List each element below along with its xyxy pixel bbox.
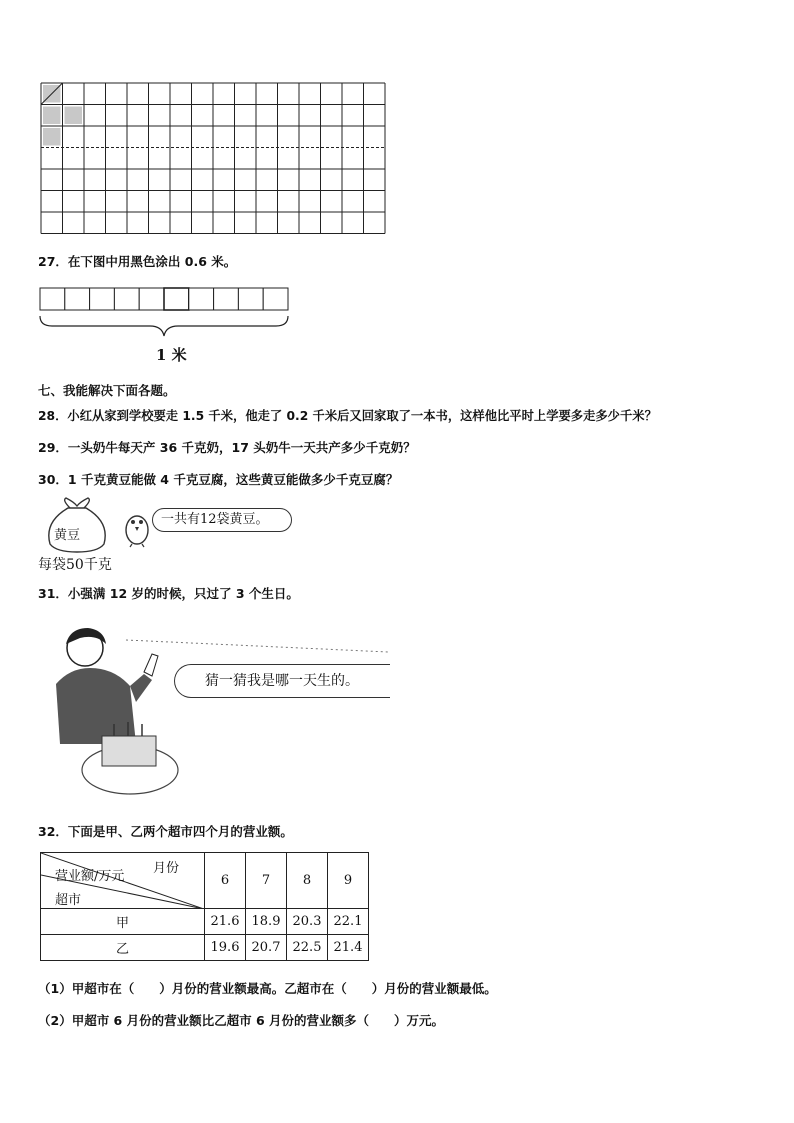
strip-segment: [90, 288, 115, 310]
boy-bubble-text: 猜一猜我是哪一天生的。: [205, 673, 359, 689]
shaded-cell: [43, 128, 61, 146]
question-32: 32．下面是甲、乙两个超市四个月的营业额。: [38, 824, 293, 839]
market-name: 甲: [41, 909, 205, 935]
sales-table: [40, 852, 369, 961]
boy-speech-bubble: [174, 664, 390, 698]
bird-icon: [120, 504, 154, 548]
shaded-cell: [65, 107, 83, 125]
brace: [40, 316, 288, 336]
strip-segment: [214, 288, 239, 310]
month-header: 6: [205, 853, 246, 909]
value-cell: 22.1: [328, 909, 369, 935]
bubble-text: 一共有12袋黄豆。: [161, 512, 269, 527]
question-27: 27．在下图中用黑色涂出 0.6 米。: [38, 254, 237, 269]
shaded-cell: [43, 107, 61, 125]
strip-segment: [263, 288, 288, 310]
brace-label: 1 米: [156, 346, 187, 364]
value-cell: 18.9: [246, 909, 287, 935]
section-heading: 七、我能解决下面各题。: [38, 383, 176, 398]
table-row: [41, 935, 369, 961]
question-31: 31．小强满 12 岁的时候，只过了 3 个生日。: [38, 586, 299, 601]
strip-segment: [40, 288, 65, 310]
value-cell: 21.4: [328, 935, 369, 961]
bag-label: 黄豆: [54, 528, 81, 543]
value-cell: 22.5: [287, 935, 328, 961]
sub-question-2: （2）甲超市 6 月份的营业额比乙超市 6 月份的营业额多（ ）万元。: [38, 1013, 445, 1028]
table-row: [41, 909, 369, 935]
strip-segment: [139, 288, 164, 310]
header-month: 月份: [153, 861, 180, 876]
bag-caption: 每袋50千克: [38, 557, 112, 573]
value-cell: 21.6: [205, 909, 246, 935]
speech-bubble: [152, 508, 292, 532]
header-diagonal-cell: [41, 853, 205, 909]
month-header: 7: [246, 853, 287, 909]
value-cell: 20.3: [287, 909, 328, 935]
strip-segment: [238, 288, 263, 310]
strip-segment: [189, 288, 214, 310]
month-header: 9: [328, 853, 369, 909]
question-30: 30．1 千克黄豆能做 4 千克豆腐，这些黄豆能做多少千克豆腐？: [38, 472, 399, 487]
value-cell: 20.7: [246, 935, 287, 961]
market-name: 乙: [41, 935, 205, 961]
strip-segment: [65, 288, 90, 310]
question-29: 29．一头奶牛每天产 36 千克奶，17 头奶牛一天共产多少千克奶？: [38, 440, 416, 455]
header-revenue: 营业额/万元: [55, 869, 125, 884]
header-market: 超市: [55, 893, 82, 908]
question-28: 28．小红从家到学校要走 1.5 千米，他走了 0.2 千米后又回家取了一本书，这样他比平时上学要多走多少千米？: [38, 409, 657, 423]
sub-question-1: （1）甲超市在（ ）月份的营业额最高。乙超市在（ ）月份的营业额最低。: [38, 981, 497, 996]
meter-strip: [38, 286, 292, 342]
value-cell: 19.6: [205, 935, 246, 961]
strip-segment: [114, 288, 139, 310]
month-header: 8: [287, 853, 328, 909]
shading-grid: [40, 82, 388, 235]
strip-segment: [164, 288, 189, 310]
